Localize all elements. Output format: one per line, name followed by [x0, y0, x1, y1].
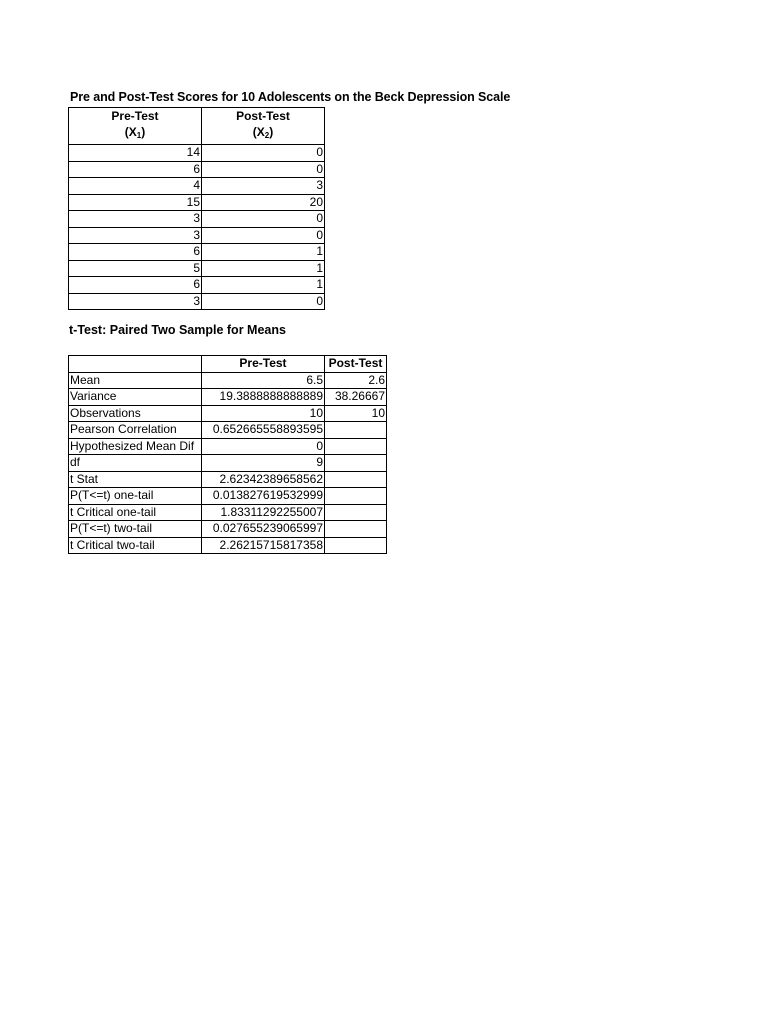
- pre-test-value-cell[interactable]: 19.3888888888889: [202, 389, 325, 406]
- post-test-cell[interactable]: 0: [202, 227, 325, 244]
- page-title: Pre and Post-Test Scores for 10 Adolescents on the Beck Depression Scale: [70, 90, 511, 104]
- pre-test-header-label: Pre-Test: [111, 109, 159, 123]
- stat-label-cell[interactable]: Hypothesized Mean Dif: [69, 438, 202, 455]
- post-test-value-cell[interactable]: [325, 488, 387, 505]
- pre-test-cell[interactable]: 3: [69, 293, 202, 310]
- table-row: [69, 244, 325, 261]
- post-test-cell[interactable]: 3: [202, 178, 325, 195]
- post-test-cell[interactable]: 0: [202, 145, 325, 162]
- pre-test-cell[interactable]: 6: [69, 277, 202, 294]
- pre-test-subscript: 1: [136, 131, 142, 140]
- post-test-header-label: Post-Test: [236, 109, 290, 123]
- ttest-header-post-test[interactable]: Post-Test: [325, 356, 387, 373]
- stat-label-cell[interactable]: P(T<=t) one-tail: [69, 488, 202, 505]
- pre-test-cell[interactable]: 5: [69, 260, 202, 277]
- table-row: [69, 161, 325, 178]
- post-test-value-cell[interactable]: [325, 471, 387, 488]
- pre-test-value-cell[interactable]: 0: [202, 438, 325, 455]
- ttest-header-pre-test[interactable]: Pre-Test: [202, 356, 325, 373]
- stat-label-cell[interactable]: t Critical one-tail: [69, 504, 202, 521]
- ttest-header-row: [69, 356, 387, 373]
- post-test-subscript: 2: [264, 131, 270, 140]
- pre-test-value-cell[interactable]: 2.26215715817358: [202, 537, 325, 554]
- table-row: [69, 260, 325, 277]
- table-row: [69, 277, 325, 294]
- post-test-value-cell[interactable]: [325, 504, 387, 521]
- stat-label-cell[interactable]: Mean: [69, 372, 202, 389]
- pre-test-cell[interactable]: 3: [69, 227, 202, 244]
- table-row-mean: [69, 372, 387, 389]
- post-test-cell[interactable]: 0: [202, 293, 325, 310]
- table-row: [69, 227, 325, 244]
- pre-test-header: Pre-Test $(X_1)$: [69, 108, 202, 145]
- stat-label-cell[interactable]: Variance: [69, 389, 202, 406]
- table-row-df: [69, 455, 387, 472]
- post-test-value-cell[interactable]: [325, 455, 387, 472]
- pre-test-value-cell[interactable]: 0.013827619532999: [202, 488, 325, 505]
- stat-label-cell[interactable]: P(T<=t) two-tail: [69, 521, 202, 538]
- post-test-var: X: [256, 125, 265, 139]
- stat-label-cell[interactable]: t Stat: [69, 471, 202, 488]
- table-row-p-one-tail: [69, 488, 387, 505]
- table-row: [69, 194, 325, 211]
- pre-test-value-cell[interactable]: 0.027655239065997: [202, 521, 325, 538]
- pre-test-cell[interactable]: 15: [69, 194, 202, 211]
- post-test-cell[interactable]: 1: [202, 244, 325, 261]
- stat-label-cell[interactable]: t Critical two-tail: [69, 537, 202, 554]
- pre-test-cell[interactable]: 3: [69, 211, 202, 228]
- ttest-header-blank[interactable]: [69, 356, 202, 373]
- pre-test-cell[interactable]: 6: [69, 244, 202, 261]
- post-test-value-cell[interactable]: [325, 422, 387, 439]
- table-row-observations: [69, 405, 387, 422]
- table-row: [69, 211, 325, 228]
- post-test-header: Post-Test $(X_2)$: [202, 108, 325, 145]
- post-test-value-cell[interactable]: 10: [325, 405, 387, 422]
- stat-label-cell[interactable]: Pearson Correlation: [69, 422, 202, 439]
- ttest-table: [68, 355, 387, 554]
- pre-test-cell[interactable]: 6: [69, 161, 202, 178]
- post-test-value-cell[interactable]: [325, 521, 387, 538]
- post-test-value-cell[interactable]: 38.26667: [325, 389, 387, 406]
- pre-test-var: X: [128, 125, 137, 139]
- pre-test-value-cell[interactable]: 9: [202, 455, 325, 472]
- pre-test-cell[interactable]: 4: [69, 178, 202, 195]
- table-row-pearson-correlation: [69, 422, 387, 439]
- table-row: [69, 145, 325, 162]
- scores-header-row: [69, 108, 325, 145]
- post-test-cell[interactable]: 0: [202, 211, 325, 228]
- table-row: [69, 293, 325, 310]
- post-test-cell[interactable]: 1: [202, 277, 325, 294]
- stat-label-cell[interactable]: Observations: [69, 405, 202, 422]
- table-row-p-two-tail: [69, 521, 387, 538]
- table-row-variance: [69, 389, 387, 406]
- post-test-cell[interactable]: 0: [202, 161, 325, 178]
- scores-table: [68, 107, 325, 310]
- ttest-title: t-Test: Paired Two Sample for Means: [69, 323, 286, 337]
- pre-test-value-cell[interactable]: 6.5: [202, 372, 325, 389]
- table-row-t-stat: [69, 471, 387, 488]
- post-test-value-cell[interactable]: [325, 537, 387, 554]
- stat-label-cell[interactable]: df: [69, 455, 202, 472]
- table-row-t-critical-one-tail: [69, 504, 387, 521]
- pre-test-value-cell[interactable]: 10: [202, 405, 325, 422]
- post-test-value-cell[interactable]: [325, 438, 387, 455]
- pre-test-value-cell[interactable]: 1.83311292255007: [202, 504, 325, 521]
- post-test-cell[interactable]: 1: [202, 260, 325, 277]
- pre-test-value-cell[interactable]: 0.652665558893595: [202, 422, 325, 439]
- pre-test-value-cell[interactable]: 2.62342389658562: [202, 471, 325, 488]
- table-row-hypothesized-mean-diff: [69, 438, 387, 455]
- table-row: [69, 178, 325, 195]
- post-test-value-cell[interactable]: 2.6: [325, 372, 387, 389]
- table-row-t-critical-two-tail: [69, 537, 387, 554]
- pre-test-cell[interactable]: 14: [69, 145, 202, 162]
- post-test-cell[interactable]: 20: [202, 194, 325, 211]
